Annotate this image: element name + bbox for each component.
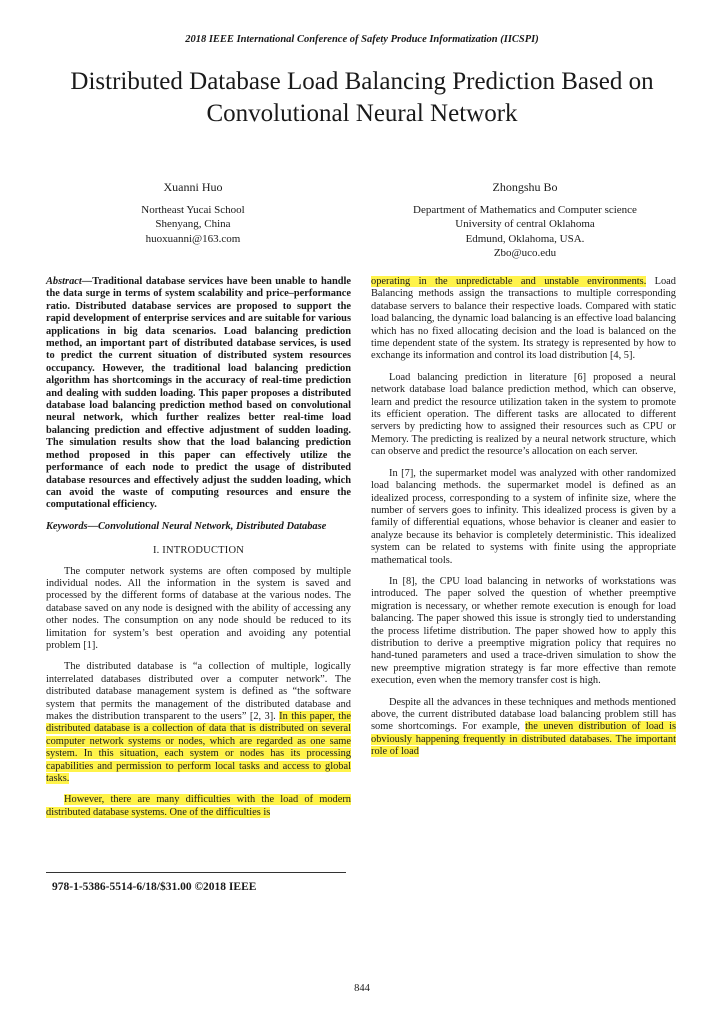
abstract bbox=[46, 276, 351, 512]
author-email: huoxuanni@163.com bbox=[145, 232, 241, 245]
highlighted-text: However, there are many difficulties with the load of modern distributed database systems. One of the difficulties is bbox=[46, 794, 351, 818]
conference-header: 2018 IEEE International Conference of Safety Produce Informatization (IICSPI) bbox=[185, 34, 539, 45]
right-paragraph-1 bbox=[371, 276, 676, 363]
page-number: 844 bbox=[354, 983, 370, 994]
isbn-copyright: 978-1-5386-5514-6/18/$31.00 ©2018 IEEE bbox=[52, 881, 257, 893]
paper-title: Distributed Database Load Balancing Prediction Based on Convolutional Neural Network bbox=[70, 68, 654, 127]
keywords: Keywords—Convolutional Neural Network, Distributed Database bbox=[46, 520, 327, 532]
abstract-lead: Abstract— bbox=[46, 276, 93, 287]
footer-divider bbox=[46, 872, 346, 873]
highlighted-text: the uneven distribution of load is obviously happening frequently in distributed databases. The important role of load bbox=[371, 721, 677, 758]
author-location: Edmund, Oklahoma, USA. bbox=[465, 232, 585, 245]
author-affiliation: Northeast Yucai School bbox=[141, 203, 245, 216]
author-email: Zbo@uco.edu bbox=[493, 247, 557, 259]
right-paragraph-3: In [7], the supermarket model was analyzed with other randomized load balancing methods. the supermarket model is defined as an idealized process, corresponding to a system of infinite size, where the number of servers goes to infinity. This idealized process is given by a family of differential equations, whose behavior is cleaner and easier to analyze because its behavior is completely deterministic. This idealized system can be related to systems with finite using the appropriate mathematical tools. bbox=[371, 467, 676, 566]
intro-paragraph-2 bbox=[46, 661, 351, 785]
author-name: Xuanni Huo bbox=[163, 180, 223, 194]
intro-paragraph-3 bbox=[46, 794, 351, 819]
right-column bbox=[371, 276, 676, 768]
author-name: Zhongshu Bo bbox=[492, 180, 558, 194]
right-paragraph-4: In [8], the CPU load balancing in networks of workstations was introduced. The paper solved the question of whether preemptive migration is necessary, or whether remote execution is enough for load balancing. The paper showed this issue is strongly tied to understanding the process lifetime distribution. The paper showed how to apply this distribution to derive a preemptive migration policy that requires no hand-tuned parameters and used a trace-driven simulation to show the new preemptive migration strategy is far more effective than remote execution, even when the memory transfer cost is high. bbox=[371, 575, 676, 687]
paragraph-text: Load Balancing methods assign the transactions to multiple corresponding database servers to balance their respective loads. Compared with static load balancing, the dynamic load balancing is an effective load balancing which has no fixed allocating decision and the load is balanced on the time dependent state of the system. Its strategy is represented by how to exchange its information and control its load distribution [4, 5]. bbox=[371, 276, 676, 362]
paragraph-text: Despite all the advances in these techniques and methods mentioned above, the current distributed database load balancing problem still has some shortcomings. For example, bbox=[371, 696, 676, 733]
intro-paragraph-1: The computer network systems are often composed by multiple individual nodes. All the information in the system is saved and processed by the different forms of database at the various nodes. The database saved on any node is designed with the ability of accessing any other nodes. The consumption on any node should be reduced to its limitation for system’s best operation and avoiding any potential problem [1]. bbox=[46, 565, 351, 651]
author-location: Shenyang, China bbox=[155, 218, 231, 230]
left-column bbox=[46, 276, 351, 828]
author-block-1 bbox=[88, 180, 298, 246]
highlighted-text: In this paper, the distributed database is a collection of data that is distributed on several computer network systems or nodes, which are regarded as one same system. In this situation, each system or nodes has its processing capabilities and permission to perform local tasks and access to global tasks. bbox=[46, 711, 351, 785]
author-block-2 bbox=[400, 180, 650, 261]
paragraph-text: The distributed database is “a collection of multiple, logically interrelated databases distributed over a computer network”. The distributed database management system is defined as “the software system that permits the management of the distributed database and makes the distribution transparent to the users” [2, 3]. bbox=[46, 661, 351, 722]
section-heading-introduction: I. INTRODUCTION bbox=[152, 545, 245, 557]
highlighted-text: operating in the unpredictable and unstable environments. bbox=[371, 276, 647, 287]
author-affiliation: Department of Mathematics and Computer science bbox=[413, 203, 637, 216]
author-university: University of central Oklahoma bbox=[455, 218, 595, 230]
right-paragraph-2: Load balancing prediction in literature [6] proposed a neural network database load balance prediction method, which can observe, learn and predict the resource utilization taken in the system to promote its efficient operation. The different tasks are allocated to different servers by predicting how to assigned their resources such as CPU or Memory. The predicting is realized by a neural network structure, which can observe and predict the resource’s allocation on each server. bbox=[371, 371, 676, 458]
abstract-text: Traditional database services have been unable to handle the data surge in terms of system scalability and price–performance ratio. Distributed database services are proposed to support the rapid development of enterprise services and are suitable for various applications in big data scenarios. Load balancing prediction method, an important part of distributed database services, is used to predict the current situation of distributed system resources occupancy. However, the traditional load balancing prediction algorithm has shortcomings in the accuracy of real-time prediction and dealing with sudden loading. This paper proposes a distributed database load balancing prediction method based on convolutional neural network, which further realizes better real-time load balancing prediction and effective adjustment of sudden loading. The simulation results show that the load balancing prediction method proposed in this paper can effectively utilize the performance of each node to predict the usage of distributed database resources and effectively adjust the sudden loading, which can avoid the waste of computing resources and ensure the computational efficiency. bbox=[46, 276, 351, 511]
right-paragraph-5 bbox=[371, 697, 676, 759]
